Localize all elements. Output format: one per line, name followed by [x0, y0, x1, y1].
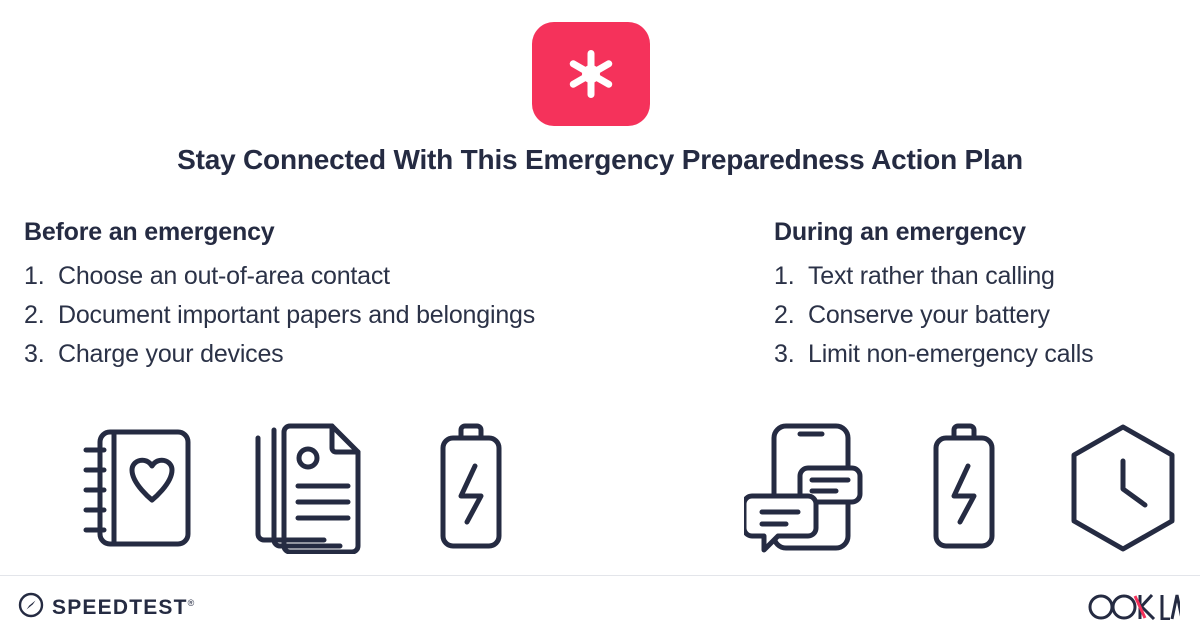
step-text: Charge your devices	[58, 340, 284, 368]
step-number: 2.	[774, 301, 795, 329]
page-title: Stay Connected With This Emergency Preparedness Action Plan	[177, 144, 1023, 175]
speedtest-gauge-icon	[18, 592, 44, 623]
step-text: Text rather than calling	[808, 262, 1055, 290]
icon-row-during	[744, 418, 1184, 558]
notebook-heart-icon	[78, 418, 198, 558]
battery-charging-icon	[920, 418, 1008, 558]
step-text: Limit non-emergency calls	[808, 340, 1094, 368]
list-item	[24, 257, 744, 296]
speedtest-logo	[18, 592, 194, 623]
column-title-during: During an emergency	[774, 218, 1026, 246]
ookla-logo-icon	[1088, 594, 1180, 625]
step-number: 3.	[774, 340, 795, 368]
speedtest-wordmark: SPEEDTEST®	[52, 595, 195, 619]
steps-list-during	[774, 257, 1194, 374]
list-item	[774, 296, 1194, 335]
phone-message-icon	[744, 418, 866, 558]
documents-stack-icon	[252, 418, 370, 558]
clock-hexagon-icon	[1062, 418, 1184, 558]
step-number: 3.	[24, 340, 45, 368]
step-text: Document important papers and belongings	[58, 301, 536, 329]
column-during-emergency	[774, 218, 1194, 374]
column-title-before: Before an emergency	[24, 218, 275, 246]
footer-divider	[0, 575, 1200, 576]
list-item	[774, 257, 1194, 296]
icon-row-before	[78, 418, 518, 558]
asterisk-icon	[563, 46, 619, 102]
step-number: 1.	[24, 262, 45, 290]
step-text: Conserve your battery	[808, 301, 1050, 329]
ookla-logo	[1088, 594, 1180, 625]
list-item	[24, 296, 744, 335]
battery-charging-icon	[424, 418, 518, 558]
steps-list-before	[24, 257, 744, 374]
list-item	[774, 335, 1194, 374]
speedtest-trademark: ®	[187, 597, 195, 608]
list-item	[24, 335, 744, 374]
step-number: 2.	[24, 301, 45, 329]
step-number: 1.	[774, 262, 795, 290]
column-before-emergency	[24, 218, 744, 374]
step-text: Choose an out-of-area contact	[58, 262, 390, 290]
brand-badge	[532, 22, 650, 126]
